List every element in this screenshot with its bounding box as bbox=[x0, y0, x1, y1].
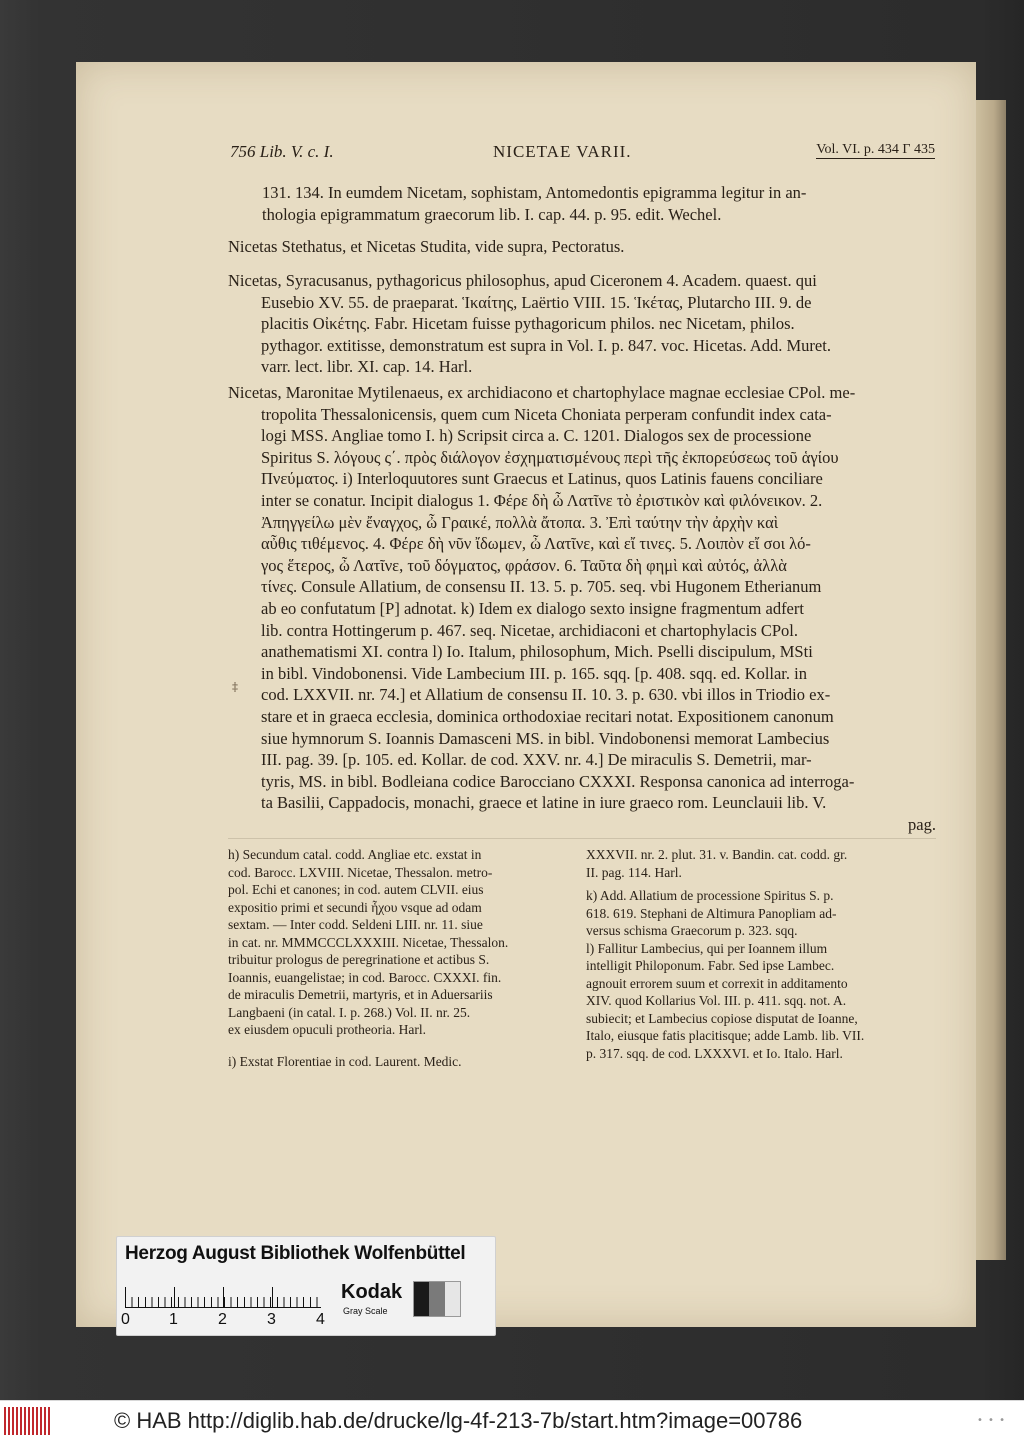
paragraph-syracusanus bbox=[228, 270, 936, 378]
footnote-line: XIV. quod Kollarius Vol. III. p. 411. sqq. not. A. bbox=[586, 993, 847, 1008]
footnote-line: p. 317. sqq. de cod. LXXXVI. et Io. Italo. Harl. bbox=[586, 1045, 843, 1061]
footnote-line: intelligit Philoponum. Fabr. Sed ipse Lambec. bbox=[586, 958, 835, 973]
ruler-number: 1 bbox=[169, 1311, 178, 1328]
header-right: Vol. VI. p. 434 Γ 435 bbox=[816, 142, 935, 157]
text-line: Ἀπηγγείλω μὲν ἔναγχος, ὦ Γραικέ, πολλὰ ἄτοπα. 3. Ἐπὶ ταύτην τὴν ἀρχὴν καὶ bbox=[261, 512, 779, 532]
footnote-line: Ioannis, euangelistae; in cod. Barocc. CXXXI. fin. bbox=[228, 969, 502, 985]
text-line: 131. 134. In eumdem Nicetam, sophistam, Antomedontis epigramma legitur in an- bbox=[262, 183, 807, 202]
gray-patch-light bbox=[445, 1282, 460, 1316]
ruler-scale bbox=[125, 1287, 321, 1308]
text-line: Eusebio XV. 55. de praeparat. Ἱκαίτης, Laërtio VIII. 15. Ἱκέτας, Plutarcho III. 9. de bbox=[261, 292, 812, 312]
header-left: 756 Lib. V. c. I. bbox=[230, 142, 334, 161]
footnote-line: II. pag. 114. Harl. bbox=[586, 864, 682, 880]
text-line: tropolita Thessalonicensis, quem cum Niceta Choniata perperam confundit index cata- bbox=[261, 404, 832, 424]
text-line: cod. LXXVII. nr. 74.] et Allatium de consensu II. 10. 3. p. 630. vbi illos in Triodio ex- bbox=[261, 685, 831, 705]
footnote-line: de miraculis Demetrii, martyris, et in Aduersariis bbox=[228, 987, 493, 1002]
color-calibration-card bbox=[116, 1236, 496, 1336]
text-line: Spiritus S. λόγους ς΄. πρὸς διάλογον ἐσχηματισμένους περὶ τῆς ἐκπορεύσεως τοῦ ἁγίου bbox=[261, 447, 839, 467]
text-line: Nicetas, Syracusanus, pythagoricus philosophus, apud Ciceronem 4. Academ. quaest. qui bbox=[228, 271, 817, 290]
footnote-line: versus schisma Graecorum p. 323. sqq. bbox=[586, 923, 798, 938]
text-line: Nicetas Stethatus, et Nicetas Studita, vide supra, Pectoratus. bbox=[228, 237, 625, 256]
text-line: αὖθις τιθέμενος. 4. Φέρε δὴ νῦν ἴδωμεν, ὦ Λατῖνε, καὶ εἴ τινες. 5. Λοιπὸν εἴ σοι λό- bbox=[261, 534, 811, 554]
paragraph-maronita bbox=[228, 382, 936, 835]
running-header bbox=[230, 142, 935, 166]
text-line: varr. lect. libr. XI. cap. 14. Harl. bbox=[261, 357, 473, 377]
footnote-rule bbox=[228, 838, 936, 839]
text-line: inter se conatur. Incipit dialogus 1. Φέρε δὴ ὦ Λατῖνε τὸ ἐριστικὸν καὶ φιλόνεικον. 2. bbox=[261, 490, 823, 510]
text-line: in bibl. Vindobonensi. Vide Lambecium III. p. 165. sqq. [p. 408. sqq. ed. Kollar. in bbox=[261, 663, 807, 683]
library-name: Herzog August Bibliothek Wolfenbüttel bbox=[125, 1243, 466, 1264]
footnote-line: i) Exstat Florentiae in cod. Laurent. Medic. bbox=[228, 1053, 462, 1069]
text-line: stare et in graeca ecclesia, dominica orthodoxiae recitari notat. Expositionem canonum bbox=[261, 706, 834, 726]
text-line: anathematismi XI. contra l) Io. Italum, philosophum, Mich. Pselli discipulum, MSti bbox=[261, 642, 813, 662]
footnote-line: k) Add. Allatium de processione Spiritus S. p. bbox=[586, 888, 834, 903]
ruler-number: 0 bbox=[121, 1311, 130, 1328]
catchword: pag. bbox=[908, 814, 936, 834]
header-title: NICETAE VARII. bbox=[493, 142, 632, 161]
text-line: ta Basilii, Cappadocis, monachi, graece et latine in iure graeco rom. Leunclauii lib. V. bbox=[261, 793, 827, 813]
page-edge bbox=[976, 100, 1006, 1260]
paragraph-stethatus bbox=[228, 236, 936, 258]
footnote-line: pol. Echi et canones; in cod. autem CLVII. eius bbox=[228, 882, 484, 897]
gray-patches bbox=[413, 1281, 461, 1317]
text-line: τίνες. Consule Allatium, de consensu II. 13. 5. p. 705. seq. vbi Hugonem Etherianum bbox=[261, 577, 822, 597]
text-line: γος ἕτερος, ὦ Λατῖνε, τοῦ δόγματος, φράσον. 6. Ταῦτα δὴ φημὶ καὶ αὐτός, ἀλλὰ bbox=[261, 555, 787, 575]
footnote-line: subiecit; et Lambecius copiose disputat de Ioanne, bbox=[586, 1010, 858, 1026]
footnote-line: cod. Barocc. LXVIII. Nicetae, Thessalon. metro- bbox=[228, 864, 493, 880]
ruler-numbers bbox=[121, 1311, 331, 1329]
footnote-line: ex eiusdem opuculi protheoria. Harl. bbox=[228, 1022, 426, 1037]
text-line: III. pag. 39. [p. 105. ed. Kollar. de cod. XXV. nr. 4.] De miraculis S. Demetrii, mar- bbox=[261, 750, 812, 770]
text-line: placitis Οἰκέτης. Fabr. Hicetam fuisse pythagoricum philos. nec Nicetam, philos. bbox=[261, 314, 795, 334]
text-line: Πνεύματος. i) Interloquutores sunt Graecus et Latinus, quos Latinis fauens conciliare bbox=[261, 469, 823, 489]
copyright-url[interactable]: © HAB http://diglib.hab.de/drucke/lg-4f-213-7b/start.htm?image=00786 bbox=[114, 1408, 803, 1433]
text-line: tyris, MS. in bibl. Bodleiana codice Barocciano CXXXI. Responsa canonica ad interroga- bbox=[261, 771, 855, 791]
footnote-line: h) Secundum catal. codd. Angliae etc. exstat in bbox=[228, 847, 482, 862]
gray-scale-label: Gray Scale bbox=[343, 1306, 388, 1316]
footer-dots-icon: • • • bbox=[976, 1415, 1006, 1426]
footer-bar bbox=[0, 1400, 1024, 1441]
text-line: logi MSS. Angliae tomo I. h) Scripsit circa a. C. 1201. Dialogos sex de processione bbox=[261, 426, 812, 446]
gray-patch-dark bbox=[414, 1282, 429, 1316]
hab-logo-icon bbox=[4, 1407, 50, 1435]
footnote-line: agnouit errorem suum et correxit in additamento bbox=[586, 975, 848, 991]
footnote-line: l) Fallitur Lambecius, qui per Ioannem illum bbox=[586, 940, 828, 956]
ruler-number: 4 bbox=[316, 1311, 325, 1328]
footnotes-left-column bbox=[228, 846, 572, 1070]
footnote-line: sextam. — Inter codd. Seldeni LIII. nr. 11. siue bbox=[228, 917, 483, 932]
footnote-spacer bbox=[228, 1039, 572, 1053]
footnote-line: 618. 619. Stephani de Altimura Panopliam ad- bbox=[586, 905, 837, 921]
footnote-line: XXXVII. nr. 2. plut. 31. v. Bandin. cat. codd. gr. bbox=[586, 847, 848, 862]
ruler-number: 2 bbox=[218, 1311, 227, 1328]
footnote-line: tribuitur prologus de peregrinatione et actibus S. bbox=[228, 952, 490, 967]
text-line: pythagor. extitisse, demonstratum est supra in Vol. I. p. 847. voc. Hicetas. Add. Muret. bbox=[261, 335, 831, 355]
margin-mark: ‡ bbox=[232, 680, 238, 694]
kodak-logo: Kodak bbox=[341, 1281, 403, 1303]
footnotes-right-column bbox=[586, 846, 936, 1062]
footnote-line: Langbaeni (in catal. I. p. 268.) Vol. II. nr. 25. bbox=[228, 1004, 471, 1020]
footnote-line: Italo, eiusque fatis placitisque; adde Lamb. lib. VII. bbox=[586, 1028, 865, 1043]
footnote-line: in cat. nr. MMMCCCLXXXIII. Nicetae, Thessalon. bbox=[228, 934, 509, 950]
text-line: siue hymnorum S. Ioannis Damasceni MS. in bibl. Vindobonensi memorat Lambecius bbox=[261, 728, 830, 748]
text-line: Nicetas, Maronitae Mytilenaeus, ex archidiacono et chartophylace magnae ecclesiae CPol. me- bbox=[228, 383, 856, 402]
text-line: ab eo confutatum [P] adnotat. k) Idem ex dialogo sexto insigne fragmentum adfert bbox=[261, 598, 804, 618]
footnote-line: expositio primi et secundi ἦχου vsque ad odam bbox=[228, 899, 482, 915]
paragraph-epigramma bbox=[262, 182, 936, 225]
gray-patch-mid bbox=[429, 1282, 444, 1316]
ruler-number: 3 bbox=[267, 1311, 276, 1328]
text-line: thologia epigrammatum graecorum lib. I. cap. 44. p. 95. edit. Wechel. bbox=[262, 204, 722, 224]
text-line: lib. contra Hottingerum p. 467. seq. Nicetae, archidiaconi et chartophylacis CPol. bbox=[261, 620, 799, 640]
